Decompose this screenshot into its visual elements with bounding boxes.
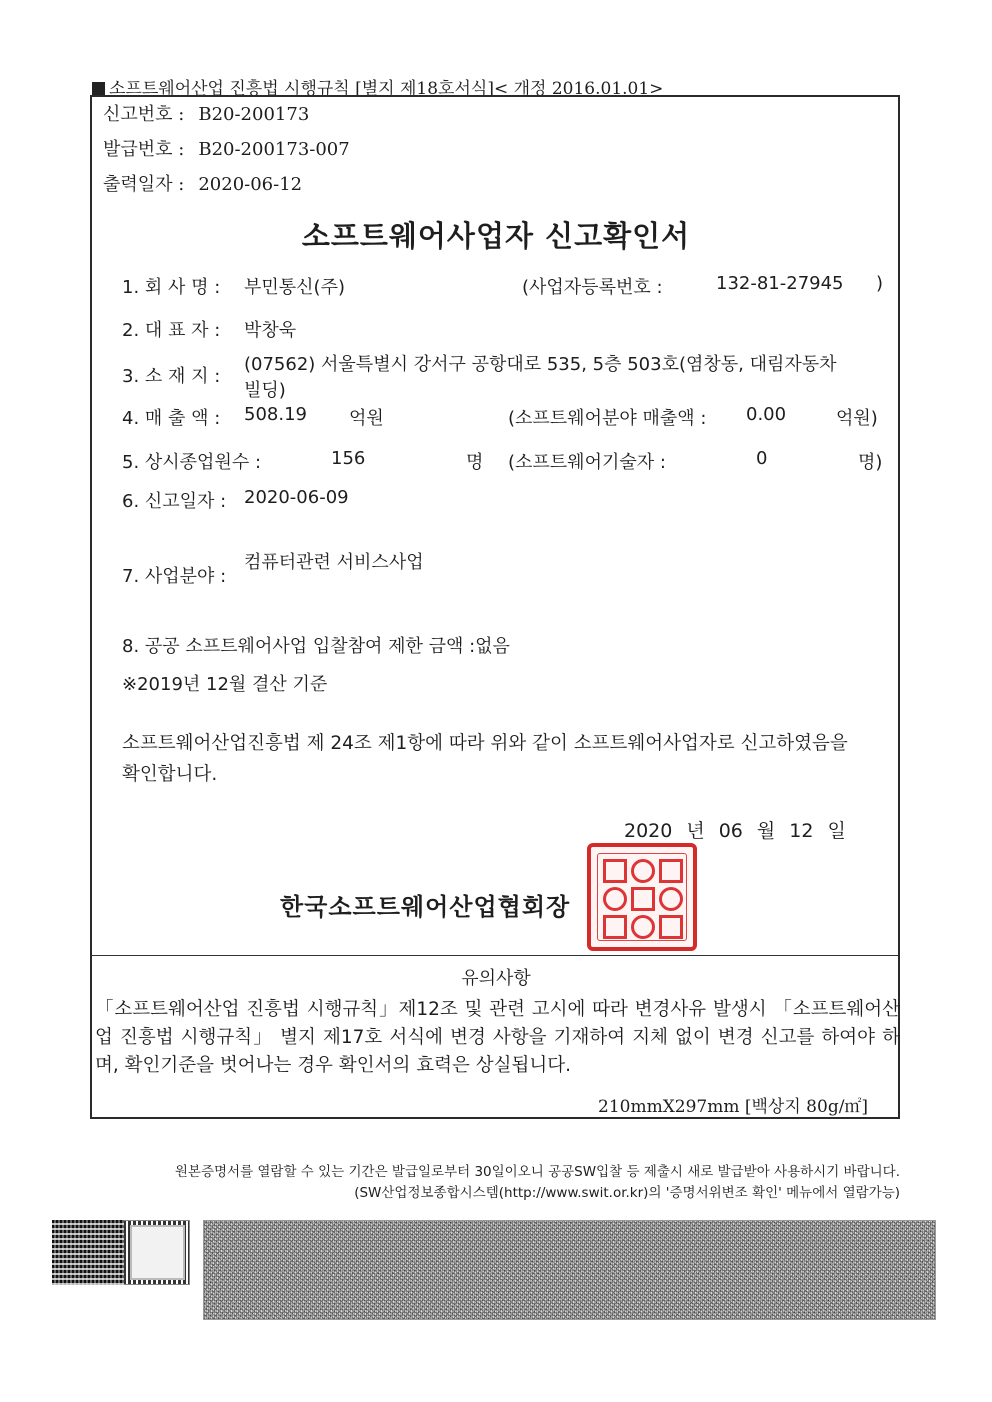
confirmation-statement: 소프트웨어산업진흥법 제 24조 제1항에 따라 위와 같이 소프트웨어사업자로 신고하였음을 확인합니다. bbox=[122, 733, 848, 785]
brn-label: (사업자등록번호 : bbox=[522, 277, 663, 298]
bid-participation-limit: 8. 공공 소프트웨어사업 입찰참여 제한 금액 :없음 bbox=[122, 636, 510, 657]
verification-logo-icon bbox=[130, 1225, 185, 1280]
regulation-ref-text: 소프트웨어산업 진흥법 시행규칙 [별지 제18호서식] bbox=[109, 79, 494, 99]
notes-text: 「소프트웨어산업 진흥법 시행규칙」제12조 및 관련 고시에 따라 변경사유 발생시 「소프트웨어산업 진흥법 시행규칙」 별지 제17호 서식에 변경 사항을 기재하여 지체 없이 변경 신고를 하여야 하며, 확인기준을 벗어나는 경우 확인서의 효력은 상실됩니다. bbox=[95, 999, 900, 1076]
seal-glyph bbox=[631, 915, 655, 939]
representative-name: 박창욱 bbox=[244, 320, 297, 341]
sales-unit: 억원 bbox=[349, 408, 384, 429]
issue-month: 06 bbox=[718, 820, 743, 842]
employee-count: 156 bbox=[331, 448, 366, 469]
seal-glyph bbox=[659, 915, 683, 939]
sales-amount: 508.19 bbox=[244, 404, 307, 425]
sw-engineer-count: 0 bbox=[756, 448, 768, 469]
sw-sales-unit: 억원) bbox=[836, 408, 878, 429]
company-name: 부민통신(주) bbox=[244, 277, 345, 298]
business-field-label: 7. 사업분야 : bbox=[122, 566, 227, 587]
footer-validity-notice: 원본증명서를 열람할 수 있는 기간은 발급일로부터 30일이오니 공공SW입찰 등 제출시 새로 발급받아 사용하시기 바랍니다. bbox=[174, 1164, 900, 1180]
employee-unit: 명 bbox=[466, 452, 484, 473]
seal-glyph bbox=[631, 859, 655, 883]
issue-month-unit: 월 bbox=[756, 820, 776, 842]
revision-text: < 개정 2016.01.01> bbox=[493, 79, 664, 99]
seal-glyph bbox=[603, 915, 627, 939]
official-seal-stamp bbox=[587, 843, 697, 951]
brn-close: ) bbox=[876, 273, 884, 294]
paper-spec: 210mmX297mm [백상지 80g/㎡] bbox=[598, 1097, 869, 1117]
signatory: 한국소프트웨어산업협회장 bbox=[280, 893, 571, 921]
section-divider bbox=[92, 955, 898, 956]
business-registration-number: 132-81-27945 bbox=[716, 273, 844, 294]
notes-title: 유의사항 bbox=[461, 968, 531, 989]
sales-label: 4. 매 출 액 : bbox=[122, 408, 221, 429]
report-date-label: 6. 신고일자 : bbox=[122, 491, 227, 512]
sw-engineer-unit: 명) bbox=[858, 452, 883, 473]
sw-sales-label: (소프트웨어분야 매출액 : bbox=[508, 408, 707, 429]
security-barcode bbox=[203, 1220, 936, 1320]
seal-glyph bbox=[603, 859, 627, 883]
footer-verification-notice: (SW산업정보종합시스템(http://www.swit.or.kr)의 '증명서위변조 확인' 메뉴에서 열람가능) bbox=[354, 1185, 900, 1201]
print-date: 2020-06-12 bbox=[198, 174, 303, 195]
representative-label: 2. 대 표 자 : bbox=[122, 320, 221, 341]
seal-glyph bbox=[603, 887, 627, 911]
employees-label: 5. 상시종업원수 : bbox=[122, 452, 262, 473]
issue-year-unit: 년 bbox=[686, 820, 705, 842]
print-date-label: 출력일자 : bbox=[103, 174, 185, 195]
issue-number-row bbox=[103, 135, 350, 161]
issue-year: 2020 bbox=[624, 820, 673, 842]
sw-engineers-label: (소프트웨어기술자 : bbox=[508, 452, 666, 473]
report-date: 2020-06-09 bbox=[244, 487, 349, 508]
report-number: B20-200173 bbox=[198, 104, 310, 125]
report-number-row bbox=[103, 100, 309, 126]
document-title: 소프트웨어사업자 신고확인서 bbox=[301, 219, 691, 253]
seal-glyph bbox=[659, 887, 683, 911]
qr-code-pattern bbox=[52, 1220, 124, 1285]
issue-number-label: 발급번호 : bbox=[103, 139, 185, 160]
address-line-2: 빌딩) bbox=[244, 380, 286, 401]
issue-number: B20-200173-007 bbox=[198, 139, 350, 160]
seal-glyph bbox=[631, 887, 655, 911]
business-field: 컴퓨터관련 서비스사업 bbox=[244, 552, 424, 573]
print-date-row bbox=[103, 170, 302, 196]
company-label: 1. 회 사 명 : bbox=[122, 277, 221, 298]
settlement-basis-note: ※2019년 12월 결산 기준 bbox=[122, 674, 328, 695]
issue-day-unit: 일 bbox=[827, 820, 846, 842]
issue-day: 12 bbox=[789, 820, 814, 842]
report-number-label: 신고번호 : bbox=[103, 104, 185, 125]
issue-date bbox=[624, 816, 846, 843]
address-line-1: (07562) 서울특별시 강서구 공항대로 535, 5층 503호(염창동, 대림자동차 bbox=[244, 354, 837, 375]
sw-sales-amount: 0.00 bbox=[746, 404, 787, 425]
seal-glyph bbox=[659, 859, 683, 883]
square-bullet-icon bbox=[92, 82, 105, 95]
address-label: 3. 소 재 지 : bbox=[122, 366, 221, 387]
